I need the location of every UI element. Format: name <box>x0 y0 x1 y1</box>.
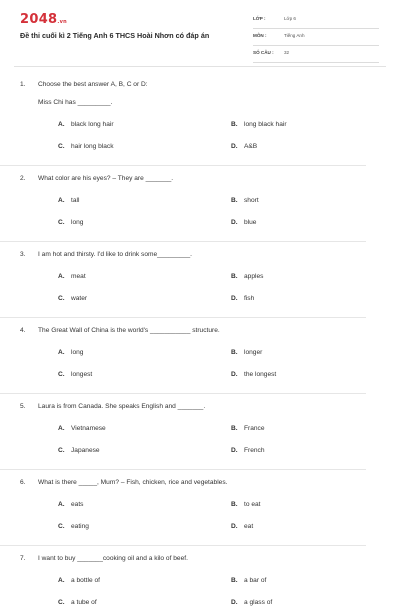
option-letter: A. <box>58 501 65 508</box>
option-text: long <box>71 349 84 356</box>
option-text: a bar of <box>244 577 267 584</box>
answer-options <box>20 343 400 387</box>
question-divider <box>0 241 366 242</box>
question-7 <box>0 552 400 615</box>
meta-count-label: SỐ CÂU : <box>253 50 274 55</box>
exam-title: Đề thi cuối kì 2 Tiếng Anh 6 THCS Hoài Nhơn có đáp án <box>20 31 210 40</box>
option-c[interactable] <box>58 520 89 534</box>
option-a[interactable] <box>58 346 83 360</box>
option-letter: C. <box>58 523 65 530</box>
option-letter: D. <box>231 219 238 226</box>
meta-class-row <box>253 14 379 29</box>
option-letter: D. <box>231 295 238 302</box>
question-number: 4. <box>20 327 26 334</box>
logo-main: 2048 <box>20 12 58 27</box>
option-text: A&B <box>244 143 258 150</box>
answer-options <box>20 419 400 463</box>
question-text: Laura is from Canada. She speaks English and _______. <box>38 403 206 410</box>
question-number: 1. <box>20 81 26 88</box>
question-text: What is there _____, Mum? – Fish, chicken, rice and vegetables. <box>38 479 228 486</box>
option-text: Vietnamese <box>71 425 106 432</box>
exam-header <box>0 0 400 64</box>
question-text: I am hot and thirsty. I'd like to drink some_________. <box>38 251 192 258</box>
option-text: to eat <box>244 501 261 508</box>
question-list <box>0 78 400 615</box>
option-text: hair long black <box>71 143 114 150</box>
option-b[interactable] <box>231 574 266 588</box>
question-3 <box>0 248 400 311</box>
option-text: longest <box>71 371 93 378</box>
answer-options <box>20 571 400 615</box>
question-number: 3. <box>20 251 26 258</box>
option-a[interactable] <box>58 498 83 512</box>
option-d[interactable] <box>231 140 257 154</box>
option-a[interactable] <box>58 574 100 588</box>
meta-count-row <box>253 48 379 63</box>
option-letter: A. <box>58 273 65 280</box>
option-c[interactable] <box>58 140 114 154</box>
option-d[interactable] <box>231 368 276 382</box>
option-text: a tube of <box>71 599 97 606</box>
option-letter: A. <box>58 577 65 584</box>
question-5 <box>0 400 400 463</box>
option-text: a glass of <box>244 599 273 606</box>
option-letter: B. <box>231 501 238 508</box>
option-letter: A. <box>58 197 65 204</box>
option-letter: B. <box>231 349 238 356</box>
option-text: a bottle of <box>71 577 100 584</box>
option-text: meat <box>71 273 86 280</box>
question-divider <box>0 393 366 394</box>
option-a[interactable] <box>58 270 86 284</box>
option-text: longer <box>244 349 263 356</box>
option-text: short <box>244 197 259 204</box>
option-b[interactable] <box>231 194 259 208</box>
question-number: 2. <box>20 175 26 182</box>
option-letter: A. <box>58 425 65 432</box>
answer-options <box>20 115 400 159</box>
question-number: 5. <box>20 403 26 410</box>
option-text: black long hair <box>71 121 114 128</box>
option-text: long <box>71 219 84 226</box>
question-divider <box>0 545 366 546</box>
meta-class-label: LỚP : <box>253 16 266 21</box>
option-letter: B. <box>231 577 238 584</box>
option-letter: A. <box>58 121 65 128</box>
option-letter: D. <box>231 447 238 454</box>
option-d[interactable] <box>231 520 253 534</box>
option-text: the longest <box>244 371 277 378</box>
exam-meta <box>253 14 379 65</box>
option-text: French <box>244 447 265 454</box>
option-text: Japanese <box>71 447 100 454</box>
meta-count-value: 32 <box>284 50 290 55</box>
answer-options <box>20 495 400 539</box>
option-text: water <box>71 295 88 302</box>
option-letter: C. <box>58 295 65 302</box>
meta-class-value: Lớp 6 <box>284 16 296 21</box>
option-c[interactable] <box>58 216 83 230</box>
option-c[interactable] <box>58 292 87 306</box>
option-letter: D. <box>231 143 238 150</box>
option-text: tall <box>71 197 80 204</box>
question-6 <box>0 476 400 539</box>
question-text: What color are his eyes? – They are _______. <box>38 175 174 182</box>
question-text: Choose the best answer A, B, C or D: <box>38 81 148 88</box>
question-4 <box>0 324 400 387</box>
logo-suffix: .vn <box>57 19 68 25</box>
question-number: 7. <box>20 555 26 562</box>
option-letter: C. <box>58 371 65 378</box>
option-letter: A. <box>58 349 65 356</box>
option-letter: B. <box>231 197 238 204</box>
question-text: I want to buy _______cooking oil and a kilo of beef. <box>38 555 188 562</box>
option-text: apples <box>244 273 264 280</box>
meta-subject-label: MÔN : <box>253 33 267 38</box>
option-a[interactable] <box>58 422 106 436</box>
question-subtext: Miss Chi has _________. <box>38 99 113 106</box>
option-letter: C. <box>58 143 65 150</box>
option-letter: C. <box>58 219 65 226</box>
option-b[interactable] <box>231 270 263 284</box>
question-divider <box>0 165 366 166</box>
option-letter: D. <box>231 599 238 606</box>
option-b[interactable] <box>231 498 261 512</box>
header-divider <box>14 66 386 67</box>
option-text: eating <box>71 523 89 530</box>
option-text: long black hair <box>244 121 287 128</box>
option-c[interactable] <box>58 368 92 382</box>
option-letter: D. <box>231 371 238 378</box>
answer-options <box>20 191 400 235</box>
question-divider <box>0 469 366 470</box>
question-number: 6. <box>20 479 26 486</box>
option-text: eat <box>244 523 254 530</box>
option-c[interactable] <box>58 444 100 458</box>
option-letter: B. <box>231 121 238 128</box>
site-logo[interactable] <box>20 12 67 27</box>
option-letter: B. <box>231 425 238 432</box>
option-d[interactable] <box>231 596 272 610</box>
meta-subject-value: Tiếng Anh <box>284 33 305 38</box>
question-1 <box>0 78 400 159</box>
option-d[interactable] <box>231 216 256 230</box>
option-text: France <box>244 425 265 432</box>
answer-options <box>20 267 400 311</box>
option-c[interactable] <box>58 596 97 610</box>
option-a[interactable] <box>58 194 79 208</box>
option-d[interactable] <box>231 292 254 306</box>
option-text: eats <box>71 501 84 508</box>
option-b[interactable] <box>231 118 287 132</box>
option-d[interactable] <box>231 444 265 458</box>
option-a[interactable] <box>58 118 114 132</box>
option-letter: C. <box>58 599 65 606</box>
option-letter: D. <box>231 523 238 530</box>
option-letter: C. <box>58 447 65 454</box>
option-text: blue <box>244 219 257 226</box>
meta-subject-row <box>253 31 379 46</box>
question-text: The Great Wall of China is the world's ___________ structure. <box>38 327 220 334</box>
option-b[interactable] <box>231 422 265 436</box>
option-b[interactable] <box>231 346 262 360</box>
option-letter: B. <box>231 273 238 280</box>
option-text: fish <box>244 295 255 302</box>
question-2 <box>0 172 400 235</box>
question-divider <box>0 317 366 318</box>
